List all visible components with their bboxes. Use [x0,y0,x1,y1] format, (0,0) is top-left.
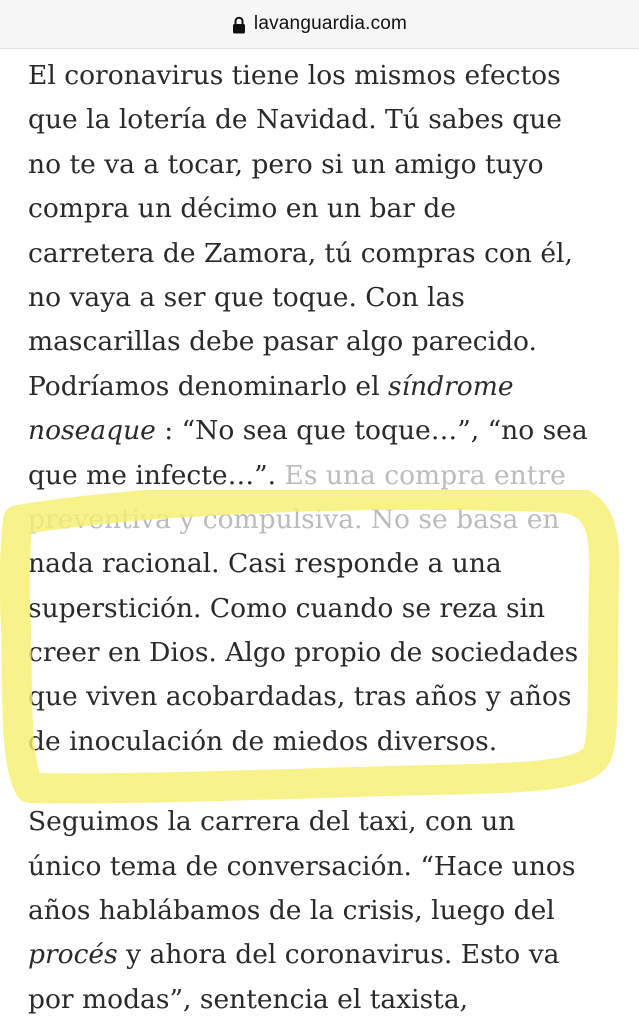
paragraph-1 [28,54,632,764]
text-line: compra un décimo en un bar de [28,193,457,225]
text-line: que la lotería de Navidad. Tú sabes que [28,104,562,136]
text-line: que viven acobardadas, tras años y años [28,681,572,713]
text-line: no vaya a ser que toque. Con las [28,281,465,313]
text-line [28,409,632,453]
faded-text-line: preventiva y compulsiva. No se basa en [28,503,560,535]
line-text: que me infecte…”. [28,459,277,491]
italic-term: procés [28,939,118,971]
text-line: mascarillas debe pasar algo parecido. [28,326,537,358]
line-text: Podríamos denominarlo el [28,370,380,402]
paragraph-2 [28,800,632,1022]
italic-term: noseaque [28,415,156,447]
text-line [28,365,632,409]
italic-term: síndrome [387,370,514,402]
text-line: Seguimos la carrera del taxi, con un [28,806,516,838]
text-line: por modas”, sentencia el taxista, [28,983,469,1015]
text-line: no te va a tocar, pero si un amigo tuyo [28,148,544,180]
text-line [28,454,632,498]
line-text: : “No sea que toque…”, “no sea [164,415,588,447]
line-text: y ahora del coronavirus. Esto va [126,939,560,971]
text-line: de inoculación de miedos diversos. [28,725,498,757]
text-line: años hablábamos de la crisis, luego del [28,895,555,927]
text-line: El coronavirus tiene los mismos efectos [28,60,561,91]
text-line [28,933,632,977]
text-line: creer en Dios. Algo propio de sociedades [28,637,579,669]
text-line: carretera de Zamora, tú compras con él, [28,237,573,269]
text-line: nada racional. Casi responde a una [28,548,502,580]
lock-icon [232,16,246,34]
article-body [28,54,632,1022]
url-text: lavanguardia.com [253,13,408,34]
text-line: único tema de conversación. “Hace unos [28,850,576,882]
address-bar[interactable] [0,0,639,49]
text-line: superstición. Como cuando se reza sin [28,592,546,624]
faded-text: Es una compra entre [284,459,566,491]
